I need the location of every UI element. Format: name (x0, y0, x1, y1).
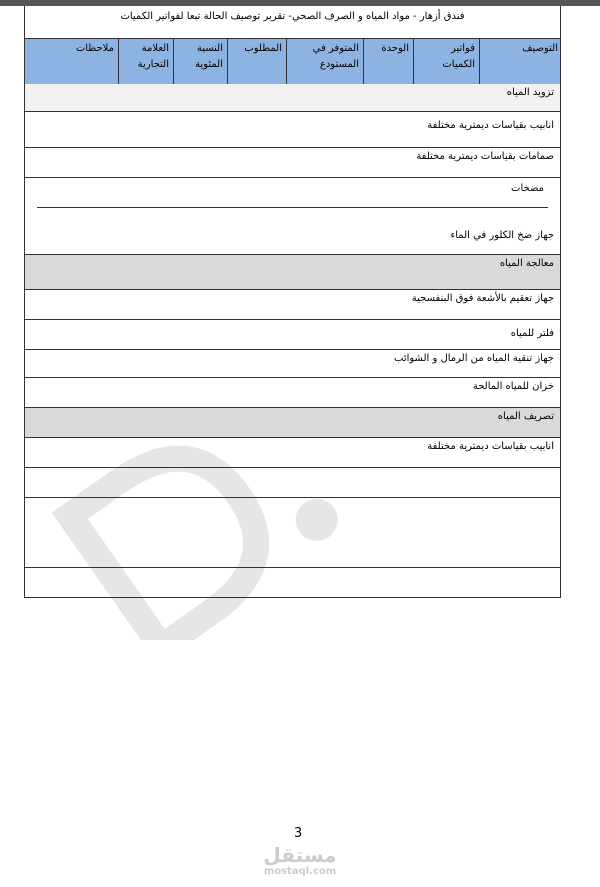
document-title: فندق أزهار - مواد المياه و الصرف الصحي- تقرير توصيف الحالة تبعا لفواتير الكميات (120, 11, 465, 22)
table-header (25, 38, 560, 86)
section-row: تصريف المياه (25, 408, 560, 438)
table-row: انابيب بقياسات ديمترية مختلفة (25, 112, 560, 148)
table-row (25, 468, 560, 498)
col-required: المطلوب (227, 39, 286, 85)
table-row: خزان للمياه المالحة (25, 378, 560, 408)
col-percentage: النسبة المئوية (173, 39, 227, 85)
table-row: فلتر للمياه (25, 320, 560, 350)
col-unit: الوحدة (363, 39, 413, 85)
page-number: 3 (294, 826, 303, 841)
logo-arabic: مستقل (263, 843, 337, 867)
table-row: صمامات بقياسات ديمترية مختلفة (25, 148, 560, 178)
section-row: تزويد المياه (25, 84, 560, 112)
col-bill-of-quantities: فواتير الكميات (413, 39, 479, 85)
chlorine-pump-label: جهاز ضخ الكلور في الماء (450, 230, 554, 241)
table-row (25, 498, 560, 568)
table-row: انابيب بقياسات ديمترية مختلفة (25, 438, 560, 468)
col-in-stock: المتوفر في المستودع (286, 39, 363, 85)
table-row: جهاز تعقيم بالأشعة فوق البنفسجية (25, 290, 560, 320)
divider (37, 207, 548, 208)
section-row: معالجة المياه (25, 255, 560, 290)
mostaql-logo (262, 844, 338, 877)
col-brand: العلامة التجارية (118, 39, 173, 85)
table-row: جهاز تنقية المياه من الرمال و الشوائب (25, 350, 560, 378)
table-row (25, 178, 560, 255)
logo-latin: mostaql.com (263, 866, 337, 877)
pumps-label: مضخات (511, 183, 544, 194)
col-description: التوصيف (479, 39, 562, 85)
document-page (24, 6, 561, 598)
col-notes: ملاحظات (75, 43, 114, 54)
